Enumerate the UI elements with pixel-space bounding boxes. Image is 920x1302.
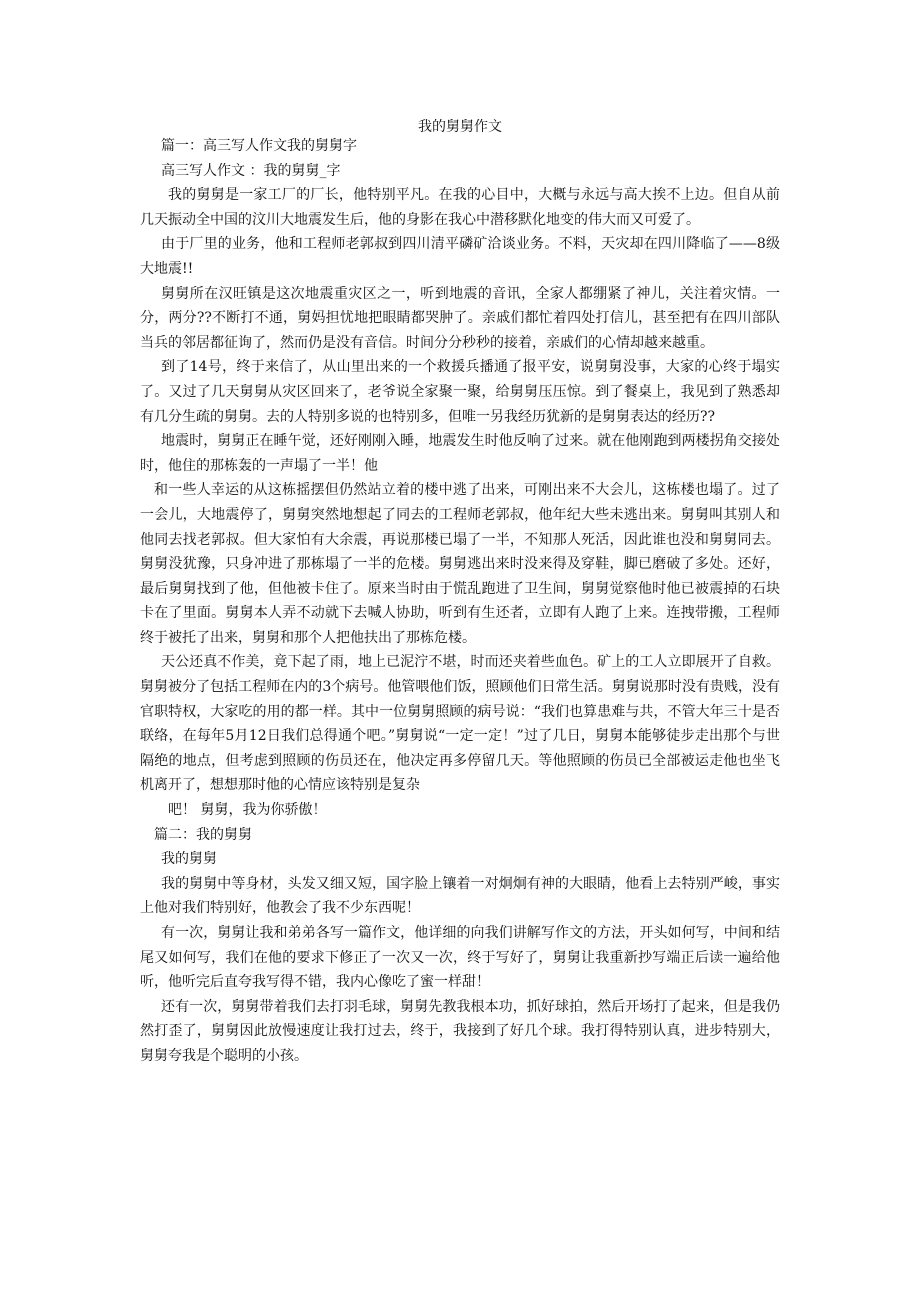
paragraph: 由于厂里的业务，他和工程师老郭叔到四川清平磷矿洽谈业务。不料，天灾却在四川降临了——8级大地震!! <box>140 236 780 277</box>
paragraph: 天公还真不作美，竟下起了雨，地上已泥泞不堪，时而还夹着些血色。矿上的工人立即展开了自救。舅舅被分了包括工程师在内的3个病号。他管喂他们饭，照顾他们日常生活。舅舅说那时没有贵贱，没有官职特权，大家吃的用的都一样。其中一位舅舅照顾的病号说：“我们也算患难与共，不管大年三十是否联络，在每年5月12日我们总得通个吧。”舅舅说“一定一定！”过了几日，舅舅本能够徒步走出那个与世隔绝的地点，但考虑到照顾的伤员还在，他决定再多停留几天。等他照顾的伤员已全部被运走他也坐飞机离开了，想想那时他的心情应该特别是复杂 <box>140 654 780 794</box>
paragraph: 还有一次，舅舅带着我们去打羽毛球，舅舅先教我根本功，抓好球拍，然后开场打了起来，但是我仍然打歪了，舅舅因此放慢速度让我打过去，终于，我接到了好几个球。我打得特别认真，进步特别大，舅舅夸我是个聪明的小孩。 <box>140 998 780 1064</box>
paragraph: 我的舅舅中等身材，头发又细又短，国字脸上镶着一对炯炯有神的大眼睛，他看上去特别严峻，事实上他对我们特别好，他教会了我不少东西呢！ <box>140 875 780 917</box>
paragraph: 我的舅舅是一家工厂的厂长，他特别平凡。在我的心目中，大概与永远与高大挨不上边。但自从前几天振动全中国的汶川大地震发生后，他的身影在我心中潜移默化地变的伟大而又可爱了。 <box>140 187 780 228</box>
paragraph: 和一些人幸运的从这栋摇摆但仍然站立着的楼中逃了出来，可刚出来不大会儿，这栋楼也塌了。过了一会儿，大地震停了，舅舅突然地想起了同去的工程师老郭叔，他年纪大些未逃出来。舅舅叫其别人和他同去找老郭叔。但大家怕有大余震，再说那楼已塌了一半，不知那人死活，因此谁也没和舅舅同去。舅舅没犹豫，只身冲进了那栋塌了一半的危楼。舅舅逃出来时没来得及穿鞋，脚已磨破了多处。还好，最后舅舅找到了他，但他被卡住了。原来当时由于慌乱跑进了卫生间，舅舅觉察他时他已被震掉的石块卡在了里面。舅舅本人弄不动就下去喊人协助，听到有生还者，立即有人跑了上来。连拽带搬，工程师终于被托了出来，舅舅和那个人把他扶出了那栋危楼。 <box>140 482 780 646</box>
document-title: 我的舅舅作文 <box>418 119 502 135</box>
paragraph: 舅舅所在汉旺镇是这次地震重灾区之一，听到地震的音讯，全家人都绷紧了神儿，关注着灾情。一分，两分??不断打不通，舅妈担忧地把眼睛都哭肿了。亲戚们都忙着四处打信儿，甚至把有在四川部队当兵的邻居都征询了，然而仍是没有音信。时间分分秒秒的接着，亲戚们的心情却越来越重。 <box>140 285 780 351</box>
subtitle: 我的舅舅 <box>161 851 217 868</box>
paragraph: 吧！ 舅舅，我为你骄傲！ <box>168 802 327 819</box>
section-heading: 篇二：我的舅舅 <box>154 826 252 843</box>
paragraph: 有一次，舅舅让我和弟弟各写一篇作文，他详细的向我们讲解写作文的方法，开头如何写，中间和结尾又如何写，我们在他的要求下修正了一次又一次，终于写好了，舅舅让我重新抄写端正后读一遍给他听，他听完后直夸我写得不错，我内心像吃了蜜一样甜！ <box>140 925 780 991</box>
document-body <box>140 134 780 1069</box>
paragraph: 高三写人作文 ：我的舅舅_字 <box>161 162 341 179</box>
paragraph: 地震时，舅舅正在睡午觉，还好刚刚入睡，地震发生时他反响了过来。就在他刚跑到两楼拐角交接处时，他住的那栋轰的一声塌了一半！他 <box>140 433 780 474</box>
paragraph: 篇一：高三写人作文我的舅舅字 <box>161 138 357 154</box>
paragraph: 到了14号，终于来信了，从山里出来的一个救援兵播通了报平安，说舅舅没事，大家的心终于塌实了。又过了几天舅舅从灾区回来了，老爷说全家聚一聚，给舅舅压压惊。到了餐桌上，我见到了熟悉却有几分生疏的舅舅。去的人特别多说的也特别多，但唯一另我经历犹新的是舅舅表达的经历?? <box>140 359 780 425</box>
